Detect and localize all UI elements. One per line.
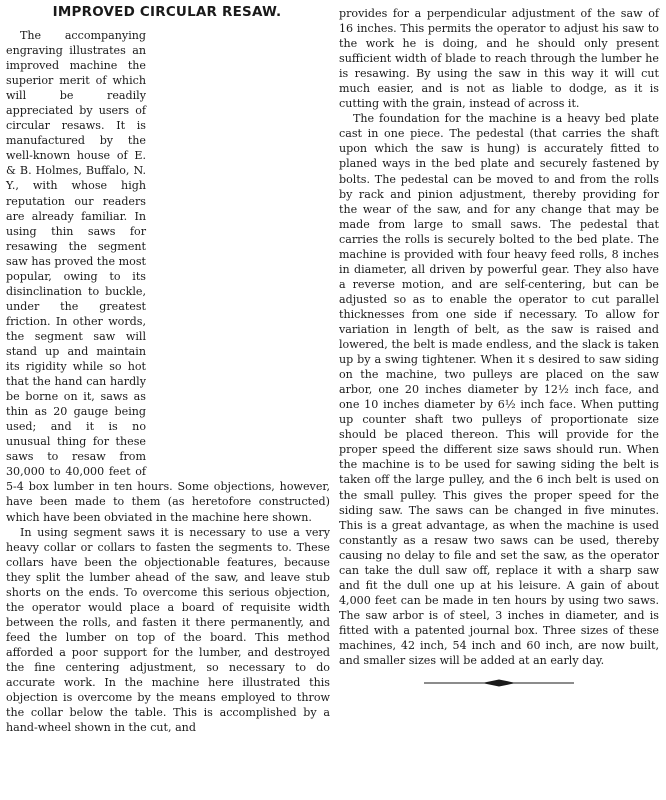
- paragraph-segment-saws: In using segment saws it is necessary to use a very heavy collar or collars to fasten the segments to. These collars have been the objectionable features, because they split the lumber ahead of the saw, and leave stub shorts on the ends. To overcome this serious objection, the operator would place a board of requisite width between the rolls, and fasten it there permanently, and feed the lumber on top of the board. This method afforded a poor support for the lumber, and destroyed the fine centering adjustment, so necessary to do accurate work. In the machine here illustrated this objection is overcome by the means employed to throw the collar below the table. This is accomplished by a hand-wheel shown in the cut, and: [6, 525, 330, 735]
- right-column: [339, 6, 659, 688]
- article-title: IMPROVED CIRCULAR RESAW.: [52, 4, 282, 20]
- paragraph-intro: The accompanying engraving illustrates an improved machine the superior merit of which will be readily appreciated by users of circular resaws. It is manufactured by the well-known house of E. & B. Holmes, Buffalo, N. Y., with whose high reputation our readers are already familiar. In using thin saws for resawing the segment saw has proved the most popular, owing to its disinclination to buckle, under the greatest friction. In other words, the segment saw will stand up and maintain its rigidity while so hot that the hand can hardly be borne on it, saws as thin as 20 gauge being used; and it is no unusual thing for these saws to resaw from 30,000 to 40,000 feet of 5-4 box lumber in ten hours. Some objections, however, have been made to them (as heretofore constructed) which have been obviated in the machine here shown.: [6, 29, 330, 524]
- end-ornament: [424, 678, 574, 688]
- engraving-space: [152, 28, 330, 474]
- paragraph-adjustment: provides for a perpendicular adjustment of the saw of 16 inches. This permits the operator to adjust his saw to the work he is doing, and he should only present sufficient width of blade to reach through the lumber he is resawing. By using the saw in this way it will cut much easier, and is not as liable to dodge, as it is cutting with the grain, instead of across it.: [339, 7, 659, 111]
- paragraph-foundation: The foundation for the machine is a heavy bed plate cast in one piece. The pedestal (that carries the shaft upon which the saw is hung) is accurately fitted to planed ways in the bed plate and securely fastened by bolts. The pedestal can be moved to and from the rolls by rack and pinion adjustment, thereby providing for the wear of the saw, and for any change that may be made from large to small saws. The pedestal that carries the rolls is securely bolted to the bed plate. The machine is provided with four heavy feed rolls, 8 inches in diameter, all driven by powerful gear. They also have a reverse motion, and are self-centering, but can be adjusted so as to enable the operator to cut parallel thicknesses from one side if necessary. To allow for variation in length of belt, as the saw is raised and lowered, the belt is made endless, and the slack is taken up by a swing tightener. When it s desired to saw siding on the machine, two pulleys are placed on the saw arbor, one 20 inches diameter by 12½ inch face, and one 10 inches diameter by 6½ inch face. When putting up counter shaft two pulleys of proportionate size should be placed thereon. This will provide for the proper speed the different size saws should run. When the machine is to be used for sawing siding the belt is taken off the large pulley, and the 6 inch belt is used on the small pulley. This gives the proper speed for the siding saw. The saws can be changed in five minutes. This is a great advantage, as when the machine is used constantly as a resaw two saws can be used, thereby causing no delay to file and set the saw, as the operator can take the dull saw off, replace it with a sharp saw and fit the dull one up at his leisure. A gain of about 4,000 feet can be made in ten hours by using two saws. The saw arbor is of steel, 3 inches in diameter, and is fitted with a patented journal box. Three sizes of these machines, 42 inch, 54 inch and 60 inch, are now built, and smaller sizes will be added at an early day.: [339, 112, 659, 668]
- left-column: [6, 28, 330, 735]
